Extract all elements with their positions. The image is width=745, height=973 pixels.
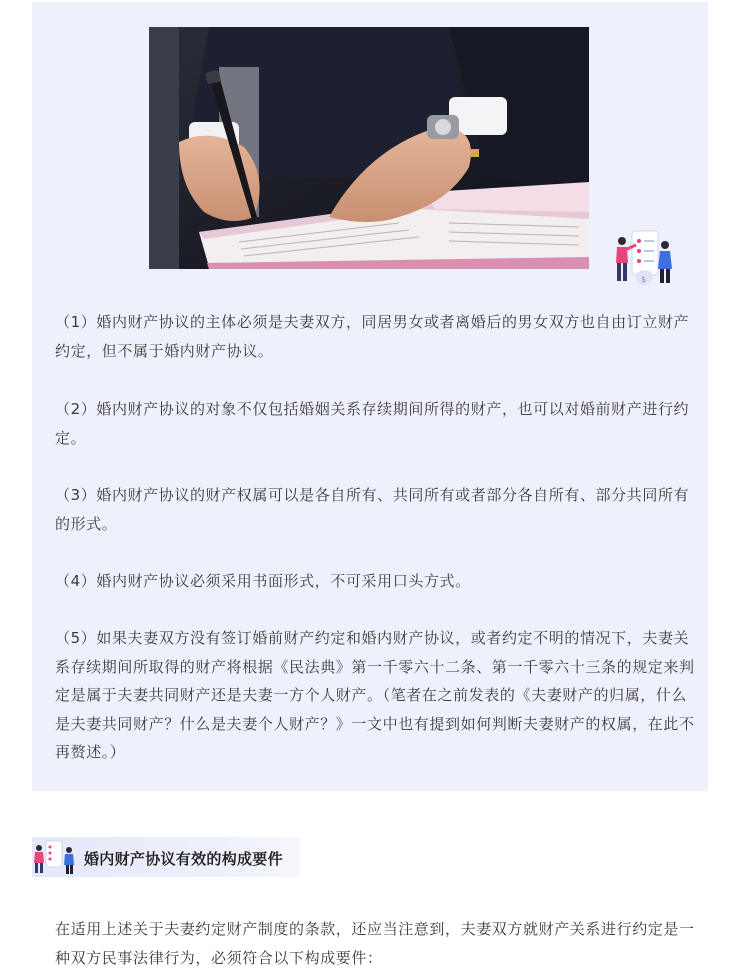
svg-text:$: $: [641, 275, 647, 284]
article-paragraph-2: （2）婚内财产协议的对象不仅包括婚姻关系存续期间所得的财产，也可以对婚前财产进行约定。: [55, 400, 690, 447]
section-intro-paragraph: 在适用上述关于夫妻约定财产制度的条款，还应当注意到，夫妻双方就财产关系进行约定是一种双方民事法律行为，必须符合以下构成要件：: [55, 920, 695, 967]
section-title: 婚内财产协议有效的构成要件: [84, 850, 283, 868]
section-heading: [32, 837, 300, 877]
article-paragraph-3: （3）婚内财产协议的财产权属可以是各自所有、共同所有或者部分各自所有、部分共同所有的形式。: [55, 486, 690, 533]
article-paragraph-5: （5）如果夫妻双方没有签订婚前财产约定和婚内财产协议，或者约定不明的情况下，夫妻关系存续期间所取得的财产将根据《民法典》第一千零六十二条、第一千零六十三条的规定来判定是属于夫妻共同财产还是夫妻一方个人财产。（笔者在之前发表的《夫妻财产的归属，什么是夫妻共同财产？什么是夫妻个人财产？》一文中也有提到如何判断夫妻财产的权属，在此不再赘述。）: [55, 629, 695, 761]
article-paragraph-1: （1）婚内财产协议的主体必须是夫妻双方，同居男女或者离婚后的男女双方也自由订立财产约定，但不属于婚内财产协议。: [55, 313, 690, 360]
people-checklist-icon: [32, 839, 78, 875]
article-paragraph-4: （4）婚内财产协议必须采用书面形式，不可采用口头方式。: [55, 572, 471, 590]
people-checklist-icon: [612, 229, 676, 287]
signing-contract-photo: [149, 27, 589, 269]
